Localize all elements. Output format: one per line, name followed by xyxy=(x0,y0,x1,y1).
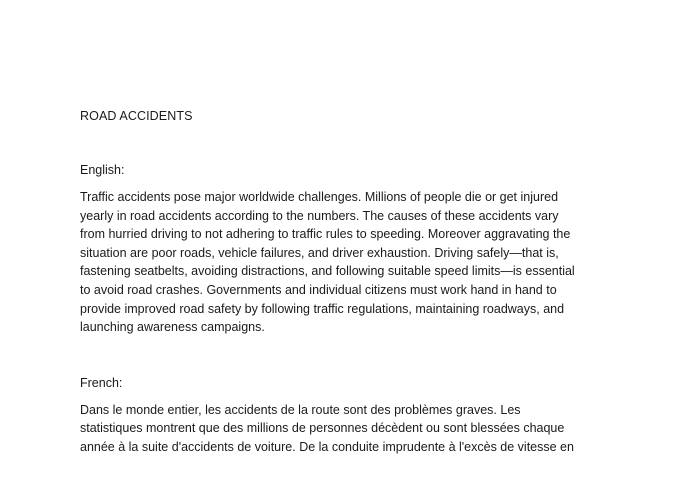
text-line: yearly in road accidents according to the numbers. The causes of these accidents vary xyxy=(80,208,559,223)
text-line: statistiques montrent que des millions de personnes décèdent ou sont blessées chaque xyxy=(80,421,565,436)
english-paragraph xyxy=(80,188,600,337)
english-section-label: English: xyxy=(80,163,125,177)
document-page xyxy=(80,108,600,495)
french-section-label: French: xyxy=(80,375,123,390)
text-line: to avoid road crashes. Governments and individual citizens must work hand in hand to xyxy=(80,282,557,297)
text-line: Traffic accidents pose major worldwide challenges. Millions of people die or get injured xyxy=(80,190,559,204)
text-line: Dans le monde entier, les accidents de la route sont des problèmes graves. Les xyxy=(80,402,521,417)
french-paragraph xyxy=(80,401,600,457)
text-line: année à la suite d'accidents de voiture. De la conduite imprudente à l'excès de vitesse en xyxy=(80,439,574,454)
text-line: situation are poor roads, vehicle failures, and driver exhaustion. Driving safely—that is, xyxy=(80,245,559,260)
text-line: launching awareness campaigns. xyxy=(80,320,265,335)
text-line: from hurried driving to not adhering to traffic rules to speeding. Moreover aggravating the xyxy=(80,227,571,242)
document-title: ROAD ACCIDENTS xyxy=(80,109,193,123)
text-line: provide improved road safety by following traffic regulations, maintaining roadways, and xyxy=(80,301,565,316)
text-line: fastening seatbelts, avoiding distractions, and following suitable speed limits—is essential xyxy=(80,264,575,279)
